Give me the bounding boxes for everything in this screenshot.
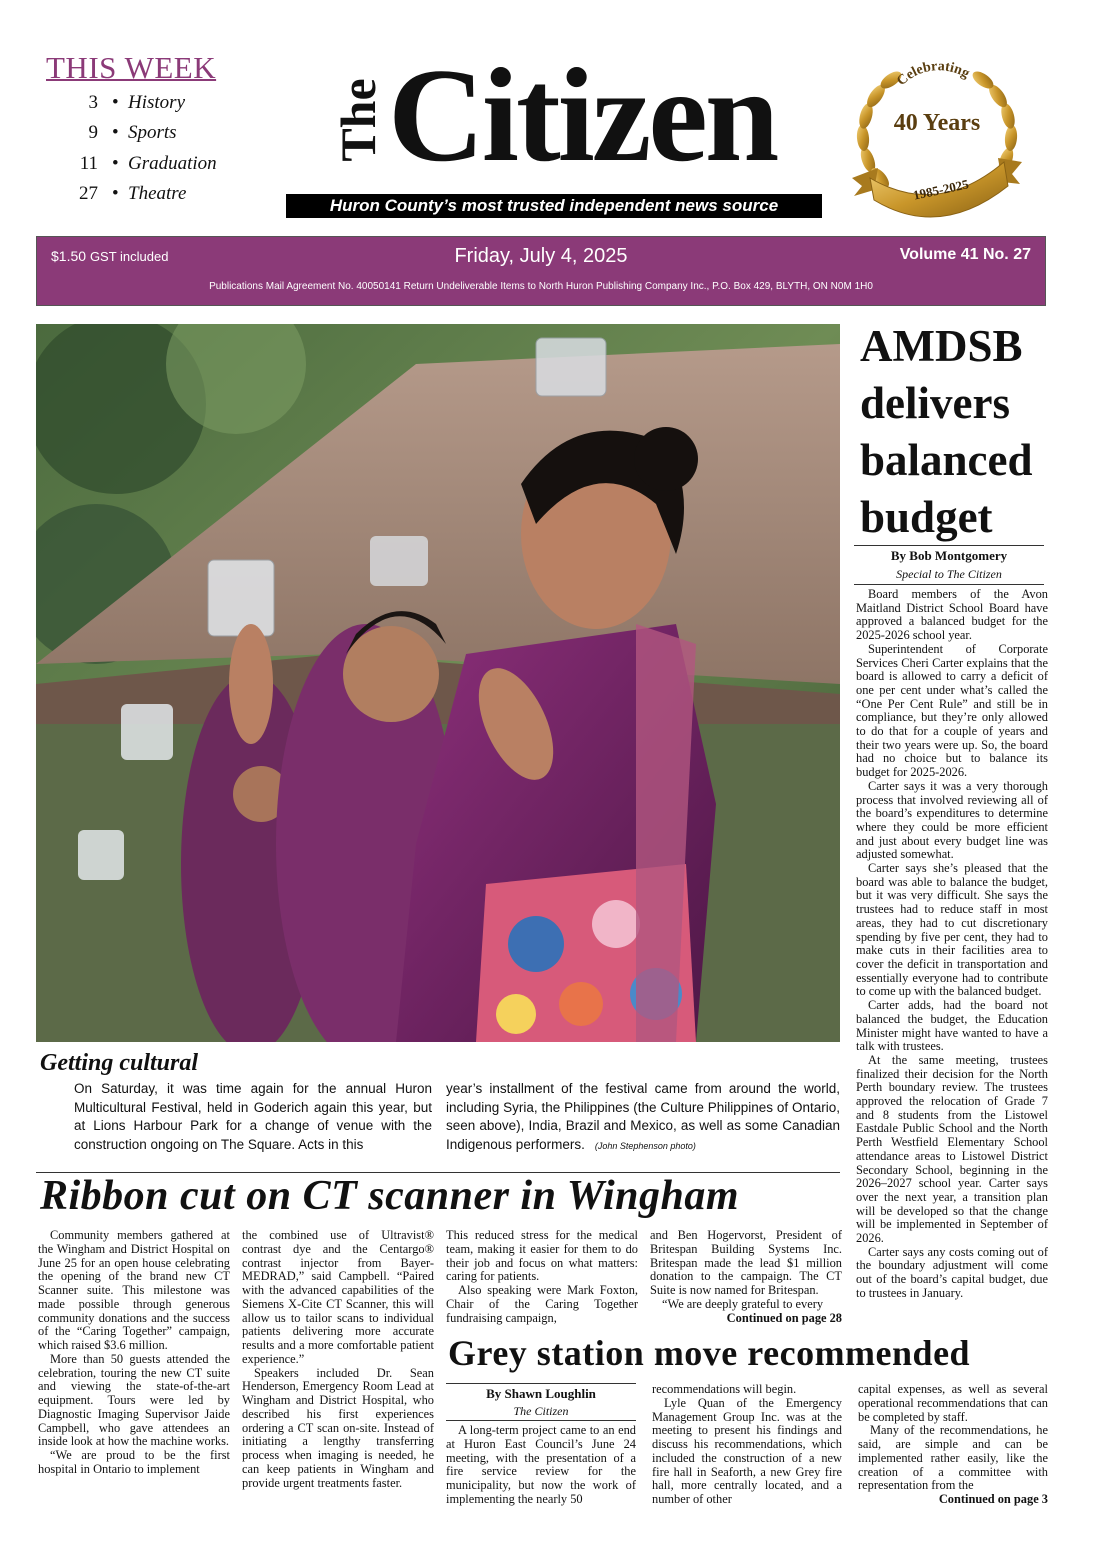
price: $1.50 GST included bbox=[51, 248, 169, 264]
mail-agreement-note: Publications Mail Agreement No. 40050141 Return Undeliverable Items to North Huron Publishing Company Inc., P.O. Box 429, BLYTH, ON N0M 1H0 bbox=[209, 281, 873, 292]
grey-column-1 bbox=[446, 1424, 636, 1507]
anniversary-celebrating: Celebrating bbox=[894, 59, 972, 89]
this-week-item[interactable] bbox=[60, 183, 260, 209]
amdsb-byline: By Bob Montgomery bbox=[890, 548, 1008, 563]
this-week-item[interactable] bbox=[60, 122, 260, 148]
grey-byline: By Shawn Loughlin bbox=[486, 1386, 596, 1401]
bullet-icon: • bbox=[112, 183, 119, 204]
this-week-title: THIS WEEK bbox=[46, 50, 217, 85]
grey-continued-link[interactable]: Continued on page 3 bbox=[938, 1492, 1048, 1506]
masthead-title[interactable]: Citizen bbox=[388, 41, 777, 189]
photo-caption-title: Getting cultural bbox=[40, 1050, 199, 1076]
article-paragraph: capital expenses, as well as several operational recommendations that can be completed by staff. bbox=[858, 1382, 1048, 1424]
bullet-icon: • bbox=[112, 92, 119, 113]
anniversary-logo bbox=[848, 50, 1026, 232]
bullet-icon: • bbox=[112, 153, 119, 174]
volume-number: Volume 41 No. 27 bbox=[899, 246, 1031, 263]
byline-rule bbox=[854, 584, 1044, 585]
this-week-label: Graduation bbox=[128, 153, 217, 174]
dancers-photo-illustration bbox=[36, 324, 840, 1042]
article-paragraph: the combined use of Ultravist® contrast dye and the Centargo® contrast injector from Bayer-MEDRAD,” said Campbell. “Paired with the advanced capabilities of the Siemens X-Cite CT Scanner, this will allow us to tailor scans to individual patients delivering more accurate results and a more comfortable patient experience.” bbox=[242, 1228, 434, 1366]
masthead-the: The bbox=[330, 78, 386, 162]
this-week-label: History bbox=[128, 92, 185, 113]
this-week-item[interactable] bbox=[60, 153, 260, 179]
grey-column-3 bbox=[858, 1383, 1048, 1507]
article-paragraph: A long-term project came to an end at Huron East Council’s June 24 meeting, with the presentation of a fire service review for the municipality, but now the work of implementing the nearly 50 bbox=[446, 1423, 636, 1506]
article-paragraph: and Ben Hogervorst, President of Britespan Building Systems Inc. Britespan made the lead $1 million donation to the campaign. The CT Suite is now named for Britespan. bbox=[650, 1228, 842, 1297]
grey-byline-role: The Citizen bbox=[513, 1404, 569, 1418]
this-week-item[interactable] bbox=[60, 92, 260, 118]
anniversary-years: 40 Years bbox=[893, 110, 981, 136]
article-paragraph: Speakers included Dr. Sean Henderson, Emergency Room Lead at Wingham and District Hospital, who described his first experiences ordering a CT scan on-site. Instead of initiating a lengthy transferring process when imaging is needed, he can keep patients in Wingham and provide urgent treatments faster. bbox=[242, 1365, 434, 1490]
ribbon-column-2 bbox=[242, 1229, 434, 1490]
article-paragraph: “We are proud to be the first hospital in Ontario to implement bbox=[38, 1448, 230, 1476]
ribbon-continued-link[interactable]: Continued on page 28 bbox=[726, 1310, 842, 1325]
byline-rule bbox=[446, 1420, 636, 1421]
amdsb-headline[interactable]: AMDSB delivers balanced budget bbox=[860, 321, 1033, 542]
cover-photo[interactable] bbox=[36, 324, 840, 1042]
ribbon-column-3 bbox=[446, 1229, 638, 1325]
article-paragraph: recommendations will begin. bbox=[652, 1382, 797, 1396]
article-paragraph: At the same meeting, trustees finalized their decision for the North Perth boundary review. The trustees approved the relocation of Grade 7 and 8 students from the Listowel Eastdale Public School and the North Perth Westfield Elementary School attendance areas to Listowel District Secondary School, beginning in the 2026–2027 school year. Carter says over the next year, a transition plan will be developed so that the change will be implemented in September of 2026. bbox=[856, 1052, 1048, 1246]
this-week-page: 9 bbox=[88, 122, 98, 143]
this-week-page: 3 bbox=[88, 92, 98, 113]
this-week-label: Sports bbox=[128, 122, 177, 143]
article-paragraph: Carter says it was a very thorough process that involved reviewing all of the board’s expenditures to determine where they could be more efficient and just about every budget line was adjusted somewhat. bbox=[856, 778, 1048, 862]
photo-credit: (John Stephenson photo) bbox=[594, 1140, 696, 1151]
ribbon-column-1 bbox=[38, 1229, 230, 1477]
bullet-icon: • bbox=[112, 122, 119, 143]
byline-rule bbox=[446, 1383, 636, 1384]
article-paragraph: Also speaking were Mark Foxton, Chair of the Caring Together fundraising campaign, bbox=[446, 1283, 638, 1325]
masthead-tagline: Huron County’s most trusted independent news source bbox=[286, 194, 822, 218]
article-paragraph: Carter adds, had the board not balanced the budget, the Education Minister might have wanted to have a talk with trustees. bbox=[856, 998, 1048, 1054]
article-paragraph: Superintendent of Corporate Services Cheri Carter explains that the board is allowed to carry a deficit of one per cent under what’s called the “One Per Cent Rule” and still be in compliance, but they’re only allowed to do that for a couple of years and their two years were up. So, the board had no choice but to balance its budget for 2025-2026. bbox=[856, 641, 1048, 780]
article-paragraph: Carter says any costs coming out of the boundary adjustment will come out of the board’s capital budget, due to trustees in January. bbox=[856, 1244, 1048, 1300]
this-week-page: 27 bbox=[79, 183, 98, 204]
this-week-page: 11 bbox=[79, 153, 98, 174]
anniversary-range: 1985-2025 bbox=[911, 176, 971, 203]
info-bar bbox=[36, 236, 1046, 306]
grey-headline[interactable]: Grey station move recommended bbox=[448, 1333, 971, 1373]
article-paragraph: Carter says she’s pleased that the board was able to balance the budget, but it was very difficult. She says the trustees had to reduce staff in most areas, they had to cut discretionary spending by five per cent, they had to make cuts in their facilities area to cover the deficit in transportation and essentially everyone had to contribute to come up with the balanced budget. bbox=[856, 861, 1048, 999]
article-paragraph: Community members gathered at the Wingham and District Hospital on June 25 for an open house celebrating the opening of the brand new CT Scanner suite. This milestone was made possible through generous community donations and the success of the “Caring Together” campaign, which raised $3.6 million. bbox=[38, 1228, 230, 1352]
amdsb-byline-role: Special to The Citizen bbox=[896, 567, 1002, 581]
article-paragraph: Lyle Quan of the Emergency Management Group Inc. was at the meeting to present his findings and discuss his recommendations, which included the construction of a new fire hall in Seaforth, a new Grey fire hall, more centrally located, and a number of other bbox=[652, 1395, 842, 1506]
article-paragraph: Many of the recommendations, he said, are simple and can be implemented rather easily, like the creation of a committee with representation from the bbox=[858, 1423, 1048, 1493]
article-paragraph: More than 50 guests attended the celebration, touring the new CT suite and viewing the state-of-the-art equipment. Tours were led by Diagnostic Imaging Supervisor Jaide Campbell, who gave attendees an inside look at how the machine works. bbox=[38, 1351, 230, 1449]
photo-caption-text-continued: year’s installment of the festival came from around the world, including Syria, the Philippines (the Culture Philippines of Ontario, seen above), India, Brazil and Mexico, as well as some Canadian Indigenous performers. (John Stephenson photo) bbox=[446, 1081, 840, 1152]
article-paragraph: Board members of the Avon Maitland District School Board have approved a balanced budget for the 2025-2026 school year. bbox=[856, 587, 1048, 643]
this-week-label: Theatre bbox=[128, 183, 187, 204]
photo-caption-text: On Saturday, it was time again for the annual Huron Multicultural Festival, held in Goderich again this year, but at Lions Harbour Park for a change of venue with the construction ongoing on The Square. Acts in this bbox=[74, 1081, 432, 1152]
article-paragraph: “We are deeply grateful to every bbox=[662, 1296, 824, 1311]
amdsb-article-body bbox=[856, 588, 1048, 1301]
ribbon-column-4 bbox=[650, 1229, 842, 1325]
grey-column-2 bbox=[652, 1383, 842, 1507]
ribbon-headline[interactable]: Ribbon cut on CT scanner in Wingham bbox=[40, 1173, 740, 1219]
article-paragraph: This reduced stress for the medical team, making it easier for them to do their job and focus on what matters: caring for patients. bbox=[446, 1228, 638, 1284]
issue-date: Friday, July 4, 2025 bbox=[454, 245, 628, 267]
svg-text:Celebrating bbox=[894, 59, 972, 89]
